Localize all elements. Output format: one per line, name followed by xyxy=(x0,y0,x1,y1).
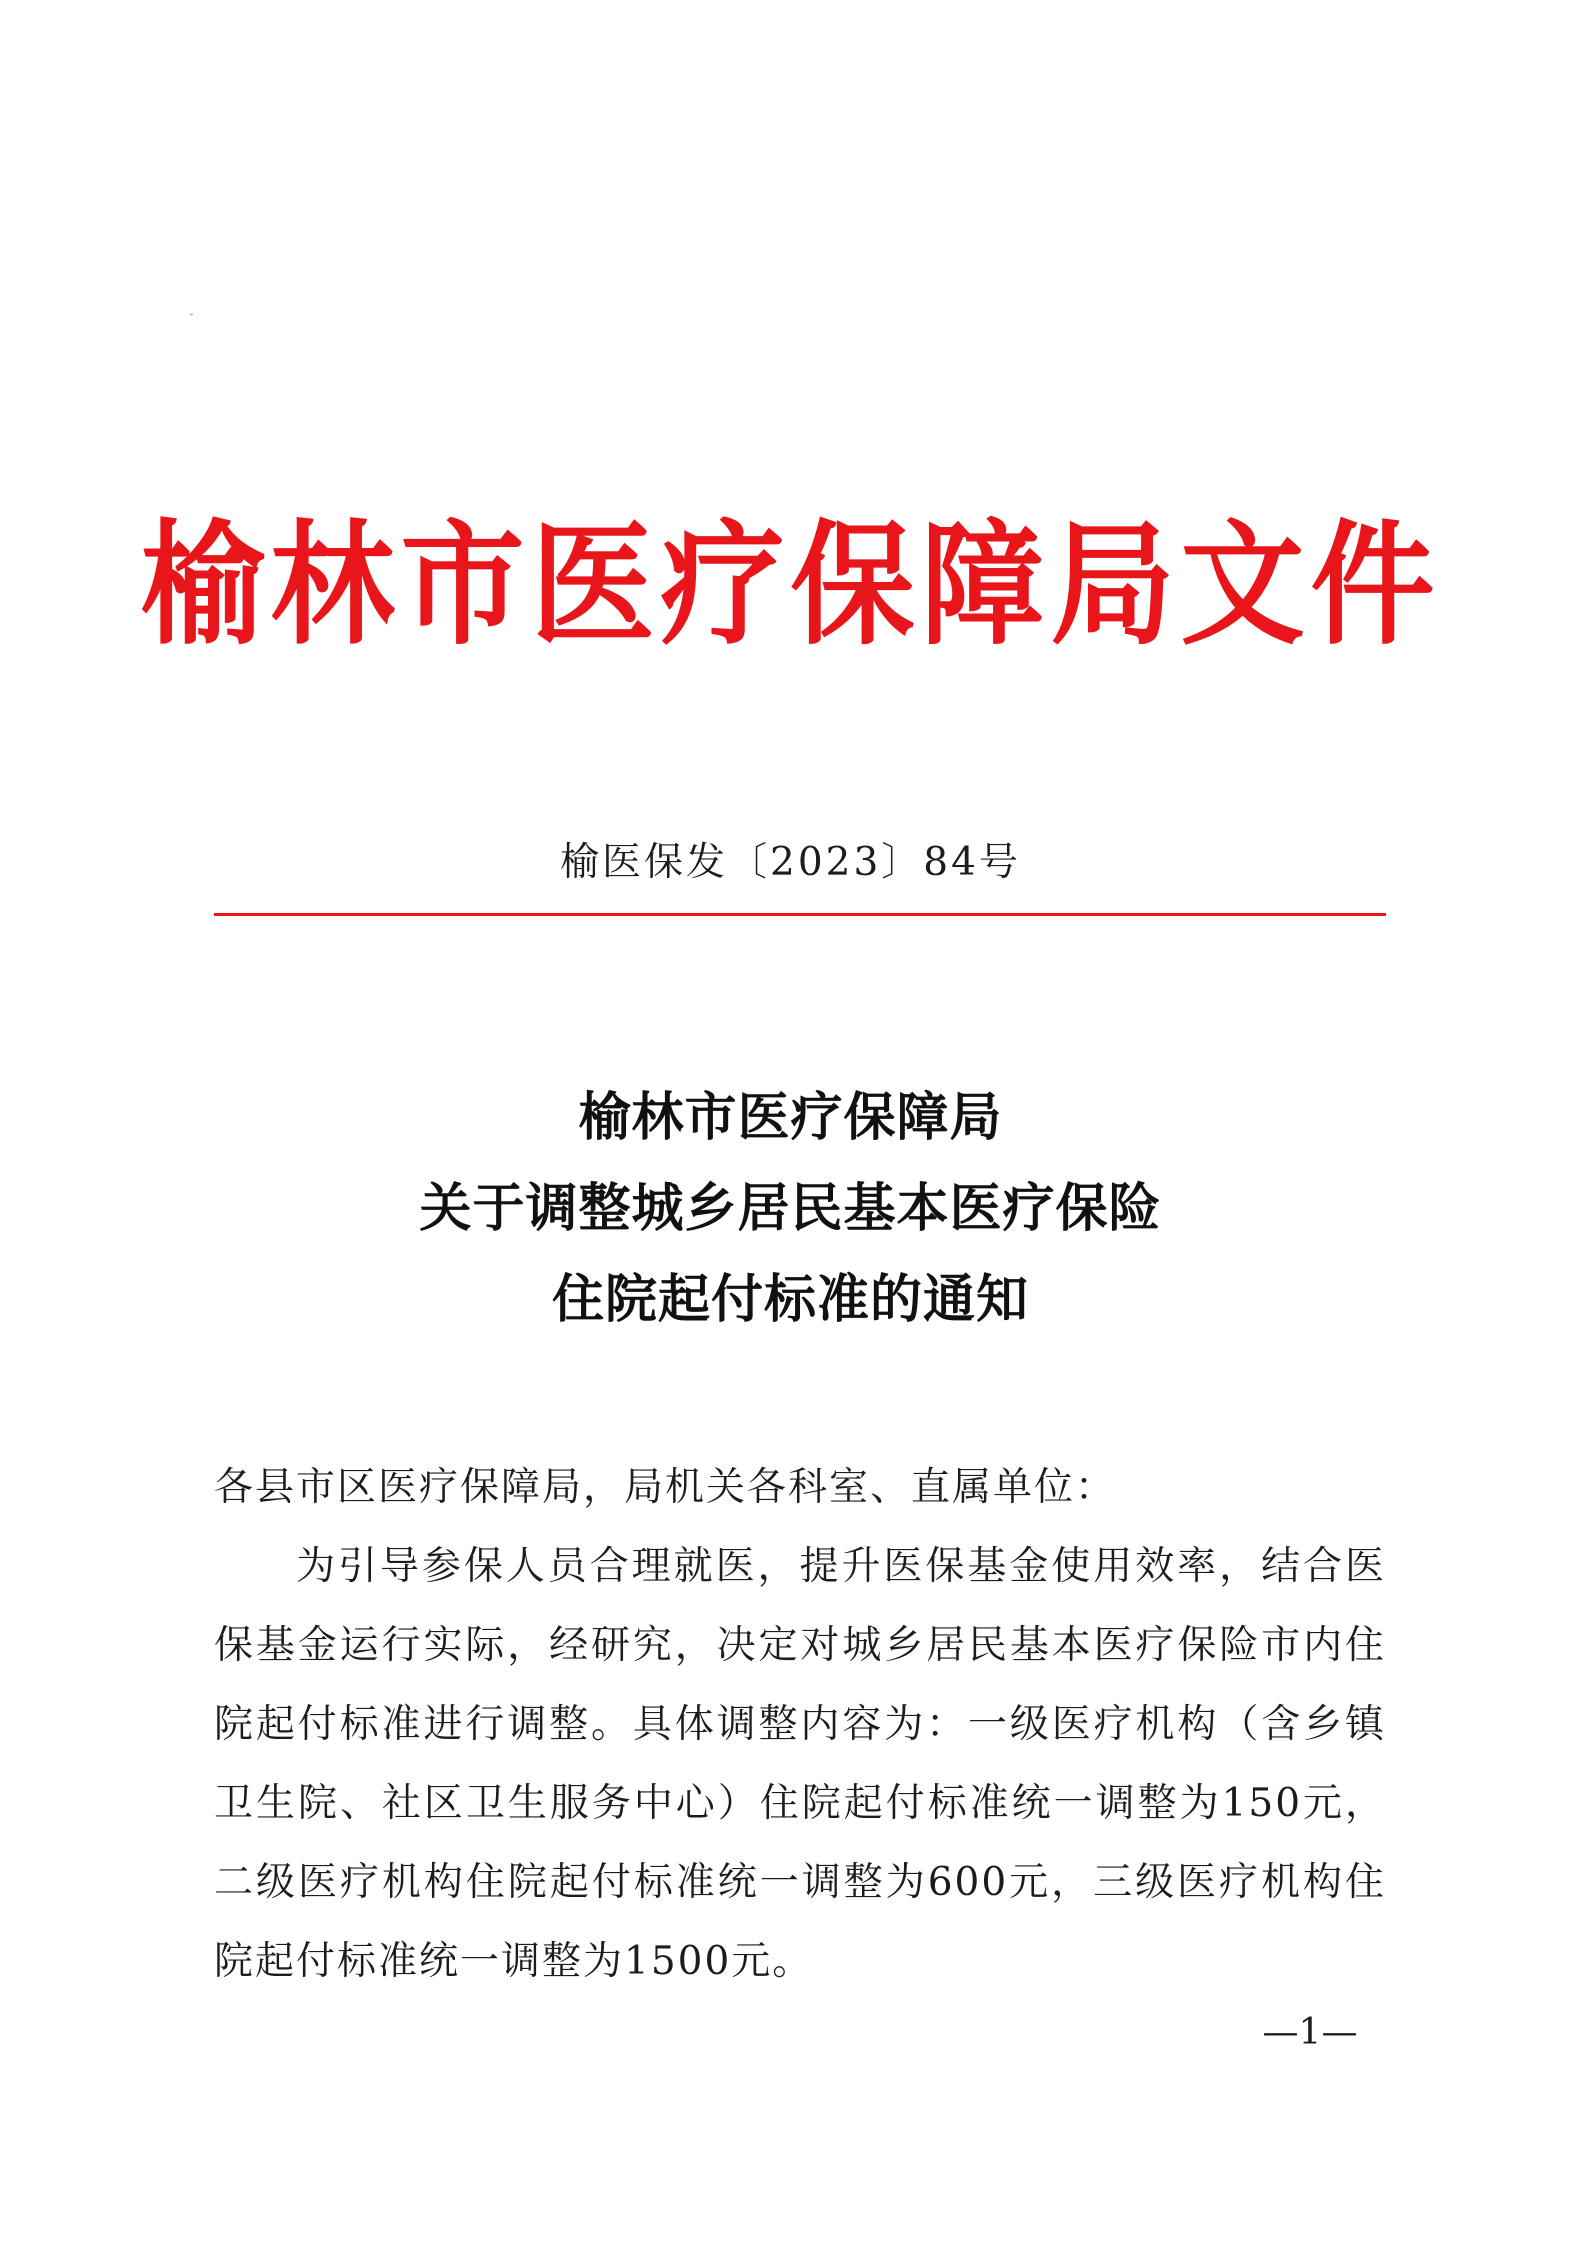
document-number: 榆医保发〔2023〕84号 xyxy=(560,840,1021,885)
body-line-4: 卫生院、社区卫生服务中心）住院起付标准统一调整为150元， xyxy=(214,1781,1386,1826)
notice-body xyxy=(214,1448,1386,2001)
body-line-1: 为引导参保人员合理就医，提升医保基金使用效率，结合医 xyxy=(296,1544,1386,1589)
red-divider-line xyxy=(214,913,1386,916)
masthead-title: 榆林市医疗保障局文件 xyxy=(140,507,1441,664)
title-line-1: 榆林市医疗保障局 xyxy=(578,1088,1003,1148)
title-line-2: 关于调整城乡居民基本医疗保险 xyxy=(419,1179,1162,1239)
page-number: —1— xyxy=(1262,2012,1358,2053)
notice-title xyxy=(0,1073,1581,1346)
body-line-5: 二级医疗机构住院起付标准统一调整为600元，三级医疗机构住 xyxy=(214,1860,1386,1905)
body-line-3: 院起付标准进行调整。具体调整内容为：一级医疗机构（含乡镇 xyxy=(214,1702,1386,1747)
salutation: 各县市区医疗保障局，局机关各科室、直属单位： xyxy=(214,1465,1117,1510)
body-line-2: 保基金运行实际，经研究，决定对城乡居民基本医疗保险市内住 xyxy=(214,1623,1386,1668)
title-line-3: 住院起付标准的通知 xyxy=(551,1270,1029,1330)
body-line-6: 院起付标准统一调整为1500元。 xyxy=(214,1939,814,1984)
scan-speck xyxy=(190,313,193,316)
